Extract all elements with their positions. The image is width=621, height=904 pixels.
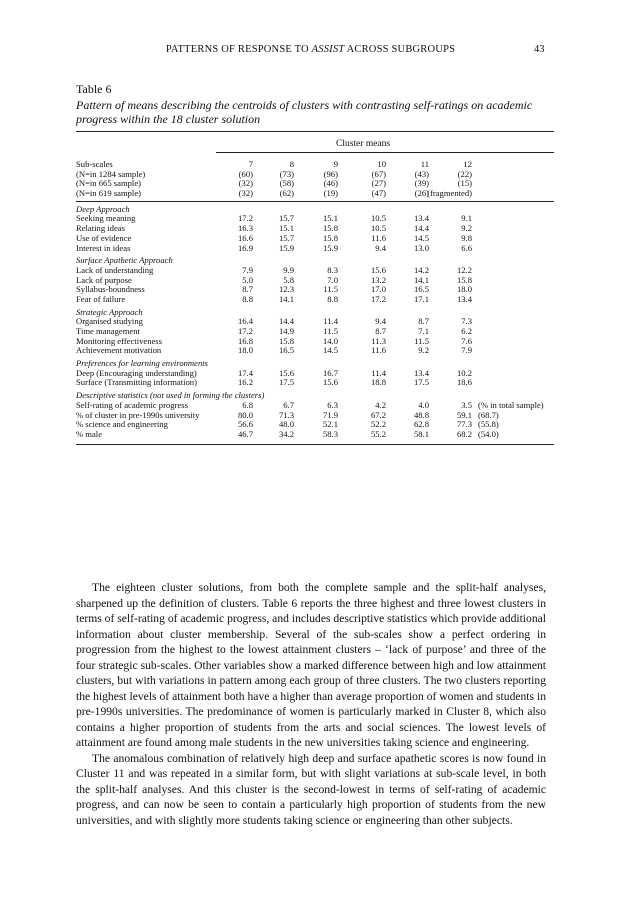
cell-value: 77.3 — [456, 419, 472, 430]
section-title-text: Preferences for learning environments — [76, 358, 208, 369]
cell-value: 14.5 — [413, 232, 429, 243]
cell-value: (fragmented) — [427, 188, 472, 199]
cell-value: (27) — [371, 178, 386, 189]
row-label: Lack of purpose — [76, 274, 132, 285]
cell-value: 34.2 — [278, 428, 294, 439]
table-row — [76, 189, 554, 199]
table-row — [76, 244, 554, 254]
page-number: 43 — [534, 44, 545, 55]
cell-value: (73) — [279, 168, 294, 179]
cell-value: 71.3 — [278, 409, 294, 420]
cell-value: 17.1 — [413, 293, 429, 304]
cell-value: 17.2 — [237, 213, 253, 224]
row-label: Organised studying — [76, 316, 143, 327]
row-note: (54.0) — [478, 428, 499, 439]
cell-value: 13.4 — [413, 213, 429, 224]
cell-value: (58) — [279, 178, 294, 189]
cell-value: 5.8 — [283, 274, 294, 285]
row-label: Relating ideas — [76, 223, 125, 234]
cell-value: 18.0 — [237, 345, 253, 356]
cell-value: 7.6 — [461, 335, 472, 346]
cell-value: 15.8 — [278, 335, 294, 346]
paragraph-1: The eighteen cluster solutions, from both the complete sample and the split-half analyses, sharpened up the definition of clusters. Table 6 reports the three highest and three lowest clusters in terms of self-rating of academic progress, and includes descriptive statistics which provide additional information about cluster membership. Several of the sub-scales show a perfect ordering in progression from the highest to the lowest attainment clusters – ‘lack of purpose’ and three of the four strategic sub-scales. Other variables show a marked difference between high and low attainment clusters, but with variations in pattern among each group of three clusters. The two clusters reporting the highest levels of attainment both have a higher than average proportion of women and students in pre-1990s universities. The predominance of women is particularly marked in Cluster 8, which also contains a higher proportion of students from the arts and social sciences. The lowest levels of attainment are found among male students in the new universities taking science and engineering. — [76, 581, 546, 749]
cell-value: 6.2 — [461, 326, 472, 336]
table-bottom-rule — [76, 444, 554, 445]
row-label: Interest in ideas — [76, 242, 131, 253]
cell-value: 15.6 — [278, 367, 294, 378]
table-label: Table 6 — [76, 82, 112, 96]
table-top-rule — [76, 131, 554, 132]
cell-value: 15.6 — [370, 264, 386, 275]
row-label: Time management — [76, 326, 140, 336]
cell-value: 7.9 — [461, 345, 472, 356]
cell-value: 48.8 — [413, 409, 429, 420]
cell-value: 15.7 — [278, 232, 294, 243]
cell-value: 11.3 — [371, 335, 386, 346]
table-row — [76, 160, 554, 170]
cell-value: 11.6 — [371, 345, 386, 356]
cell-value: 14.9 — [278, 326, 294, 336]
cell-value: 16.4 — [237, 316, 253, 327]
cell-value: 9 — [333, 159, 338, 169]
row-note: (68.7) — [478, 409, 499, 420]
cell-value: 11.4 — [371, 367, 386, 378]
cell-value: 9.1 — [461, 213, 472, 224]
cluster-means-spanner: Cluster means — [336, 139, 391, 149]
table-caption: Pattern of means describing the centroids of clusters with contrasting self-ratings on academic progress within the 18 cluster solution — [76, 98, 533, 126]
section-title — [76, 205, 554, 215]
cell-value: 18.6 — [456, 377, 472, 388]
cell-value: 15.1 — [278, 223, 294, 234]
cell-value: 18.0 — [456, 284, 472, 295]
cell-value: (26) — [414, 188, 429, 199]
cell-value: 8.7 — [242, 284, 253, 295]
row-label: Monitoring effectiveness — [76, 335, 162, 346]
cell-value: 14.5 — [322, 345, 338, 356]
cell-value: 12 — [463, 159, 472, 169]
cell-value: (19) — [323, 188, 338, 199]
cell-value: 9.4 — [375, 316, 386, 327]
section-title-text: Strategic Approach — [76, 306, 143, 317]
cell-value: 11.6 — [371, 232, 386, 243]
cell-value: 48.0 — [278, 419, 294, 430]
column-header-label: Sub-scales — [76, 159, 113, 169]
cell-value: 17.4 — [237, 367, 253, 378]
column-header-label: (N=in 619 sample) — [76, 188, 141, 199]
cell-value: 15.1 — [322, 213, 338, 224]
cell-value: 4.0 — [418, 399, 429, 410]
cell-value: 13.4 — [413, 367, 429, 378]
row-label: Use of evidence — [76, 232, 132, 243]
cell-value: 15.8 — [322, 223, 338, 234]
cell-value: 11.5 — [323, 284, 338, 295]
cell-value: (47) — [371, 188, 386, 199]
cell-value: 15.6 — [322, 377, 338, 388]
row-label: Syllabus-boundness — [76, 284, 145, 295]
table-row — [76, 295, 554, 305]
table-row — [76, 285, 554, 295]
cell-value: 15.8 — [456, 274, 472, 285]
cell-value: 9.4 — [375, 242, 386, 253]
cell-value: 6.8 — [242, 399, 253, 410]
cell-value: 7.0 — [327, 274, 338, 285]
row-label: Surface (Transmitting information) — [76, 377, 197, 388]
cell-value: 3.5 — [461, 399, 472, 410]
cell-value: 59.1 — [456, 409, 472, 420]
cell-value: 14.2 — [413, 264, 429, 275]
cell-value: 67.2 — [370, 409, 386, 420]
table-row — [76, 234, 554, 244]
cell-value: 18.8 — [370, 377, 386, 388]
cell-value: (32) — [238, 178, 253, 189]
running-header — [0, 44, 621, 58]
cell-value: 8.7 — [418, 316, 429, 327]
cell-value: 58.3 — [322, 428, 338, 439]
cell-value: 15.9 — [278, 242, 294, 253]
cell-value: 6.7 — [283, 399, 294, 410]
cell-value: 16.5 — [278, 345, 294, 356]
cell-value: 15.8 — [322, 232, 338, 243]
cell-value: 11.5 — [414, 335, 429, 346]
cell-value: 11 — [420, 159, 429, 169]
cell-value: (43) — [414, 168, 429, 179]
cell-value: 11.5 — [323, 326, 338, 336]
cell-value: 14.4 — [278, 316, 294, 327]
cell-value: 6.6 — [461, 242, 472, 253]
cell-value: 7 — [248, 159, 253, 169]
row-label: Self-rating of academic progress — [76, 399, 188, 410]
cell-value: 80.0 — [237, 409, 253, 420]
running-head: PATTERNS OF RESPONSE TO ASSIST ACROSS SUBGROUPS — [165, 44, 456, 55]
cell-value: 14.0 — [322, 335, 338, 346]
table-row — [76, 317, 554, 327]
cell-value: (62) — [279, 188, 294, 199]
cell-value: 16.9 — [237, 242, 253, 253]
cell-value: 16.2 — [237, 377, 253, 388]
cell-value: 14.1 — [278, 293, 294, 304]
cell-value: 14.1 — [413, 274, 429, 285]
cell-value: (96) — [323, 168, 338, 179]
row-label: Lack of understanding — [76, 264, 154, 275]
cell-value: 7.3 — [461, 316, 472, 327]
cell-value: (22) — [457, 168, 472, 179]
table-row — [76, 170, 554, 180]
cell-value: 11.4 — [323, 316, 338, 327]
cell-value: 16.7 — [322, 367, 338, 378]
cell-value: 8.8 — [242, 293, 253, 304]
section-title-text: Surface Apathetic Approach — [76, 255, 173, 266]
cell-value: (32) — [238, 188, 253, 199]
cell-value: 8 — [289, 159, 294, 169]
cell-value: (67) — [371, 168, 386, 179]
row-label: Fear of failure — [76, 293, 126, 304]
cell-value: 10 — [377, 159, 386, 169]
row-label: Seeking meaning — [76, 213, 136, 224]
row-label: % science and engineering — [76, 419, 168, 430]
cell-value: 62.8 — [413, 419, 429, 430]
table-row — [76, 179, 554, 189]
table-row — [76, 378, 554, 388]
row-label: % male — [76, 428, 103, 439]
cell-value: 56.6 — [237, 419, 253, 430]
cell-value: 10.5 — [370, 213, 386, 224]
cell-value: (46) — [323, 178, 338, 189]
cell-value: 14.4 — [413, 223, 429, 234]
row-label: % of cluster in pre-1990s university — [76, 409, 200, 420]
cell-value: 71.9 — [322, 409, 338, 420]
cell-value: 16.5 — [413, 284, 429, 295]
cell-value: 12.3 — [278, 284, 294, 295]
header-bottom-rule — [76, 201, 554, 202]
cell-value: 7.9 — [242, 264, 253, 275]
cell-value: 6.3 — [327, 399, 338, 410]
paragraph-2: The anomalous combination of relatively high deep and surface apathetic scores is now found in Cluster 11 and was repeated in a similar form, but with slight variations at sub-scale level, in both the split-half analyses. And this cluster is the second-lowest in terms of self-rating of academic progress, and can now be seen to contain a particularly high proportion of students from the new universities, and with slightly more students taking science or engineering than other subjects. — [76, 751, 546, 827]
column-header-label: (N=in 1284 sample) — [76, 168, 146, 179]
cell-value: 7.1 — [418, 326, 429, 336]
cell-value: (60) — [238, 168, 253, 179]
cell-value: 16.3 — [237, 223, 253, 234]
table-row — [76, 346, 554, 356]
cell-value: 13.4 — [456, 293, 472, 304]
cell-value: 16.8 — [237, 335, 253, 346]
cell-value: 52.2 — [370, 419, 386, 430]
cell-value: 58.1 — [413, 428, 429, 439]
cell-value: 8.8 — [327, 293, 338, 304]
column-header-label: (N=in 665 sample) — [76, 178, 141, 189]
cell-value: 4.2 — [375, 399, 386, 410]
table-row — [76, 430, 554, 440]
cell-value: (15) — [457, 178, 472, 189]
cell-value: 16.6 — [237, 232, 253, 243]
cell-value: (39) — [414, 178, 429, 189]
cell-value: 8.3 — [327, 264, 338, 275]
table-row — [76, 214, 554, 224]
cell-value: 9.2 — [418, 345, 429, 356]
section-title — [76, 308, 554, 318]
section-title-text: Deep Approach — [76, 203, 130, 214]
cell-value: 10.2 — [456, 367, 472, 378]
cell-value: 8.7 — [375, 326, 386, 336]
table-row — [76, 266, 554, 276]
row-label: Achievement motivation — [76, 345, 162, 356]
table-row — [76, 276, 554, 286]
cell-value: 68.2 — [456, 428, 472, 439]
spanner-rule — [216, 152, 554, 153]
cell-value: 46.7 — [237, 428, 253, 439]
cell-value: 9.2 — [461, 223, 472, 234]
cell-value: 17.5 — [278, 377, 294, 388]
body-text — [76, 580, 546, 828]
section-title-text: Descriptive statistics (not used in forming the clusters) — [76, 390, 265, 401]
cell-value: 15.7 — [278, 213, 294, 224]
cell-value: 9.8 — [461, 232, 472, 243]
cell-value: 17.2 — [370, 293, 386, 304]
table-row — [76, 224, 554, 234]
cell-value: 13.0 — [413, 242, 429, 253]
cell-value: 13.2 — [370, 274, 386, 285]
row-note: (55.8) — [478, 419, 499, 430]
cell-value: 17.0 — [370, 284, 386, 295]
data-table — [76, 160, 554, 445]
cell-value: 17.2 — [237, 326, 253, 336]
cell-value: 15.9 — [322, 242, 338, 253]
cell-value: 52.1 — [322, 419, 338, 430]
cell-value: 9.9 — [283, 264, 294, 275]
row-note: (% in total sample) — [478, 399, 544, 410]
cell-value: 55.2 — [370, 428, 386, 439]
row-label: Deep (Encouraging understanding) — [76, 367, 197, 378]
cell-value: 12.2 — [456, 264, 472, 275]
cell-value: 10.5 — [370, 223, 386, 234]
cell-value: 17.5 — [413, 377, 429, 388]
cell-value: 5.0 — [242, 274, 253, 285]
